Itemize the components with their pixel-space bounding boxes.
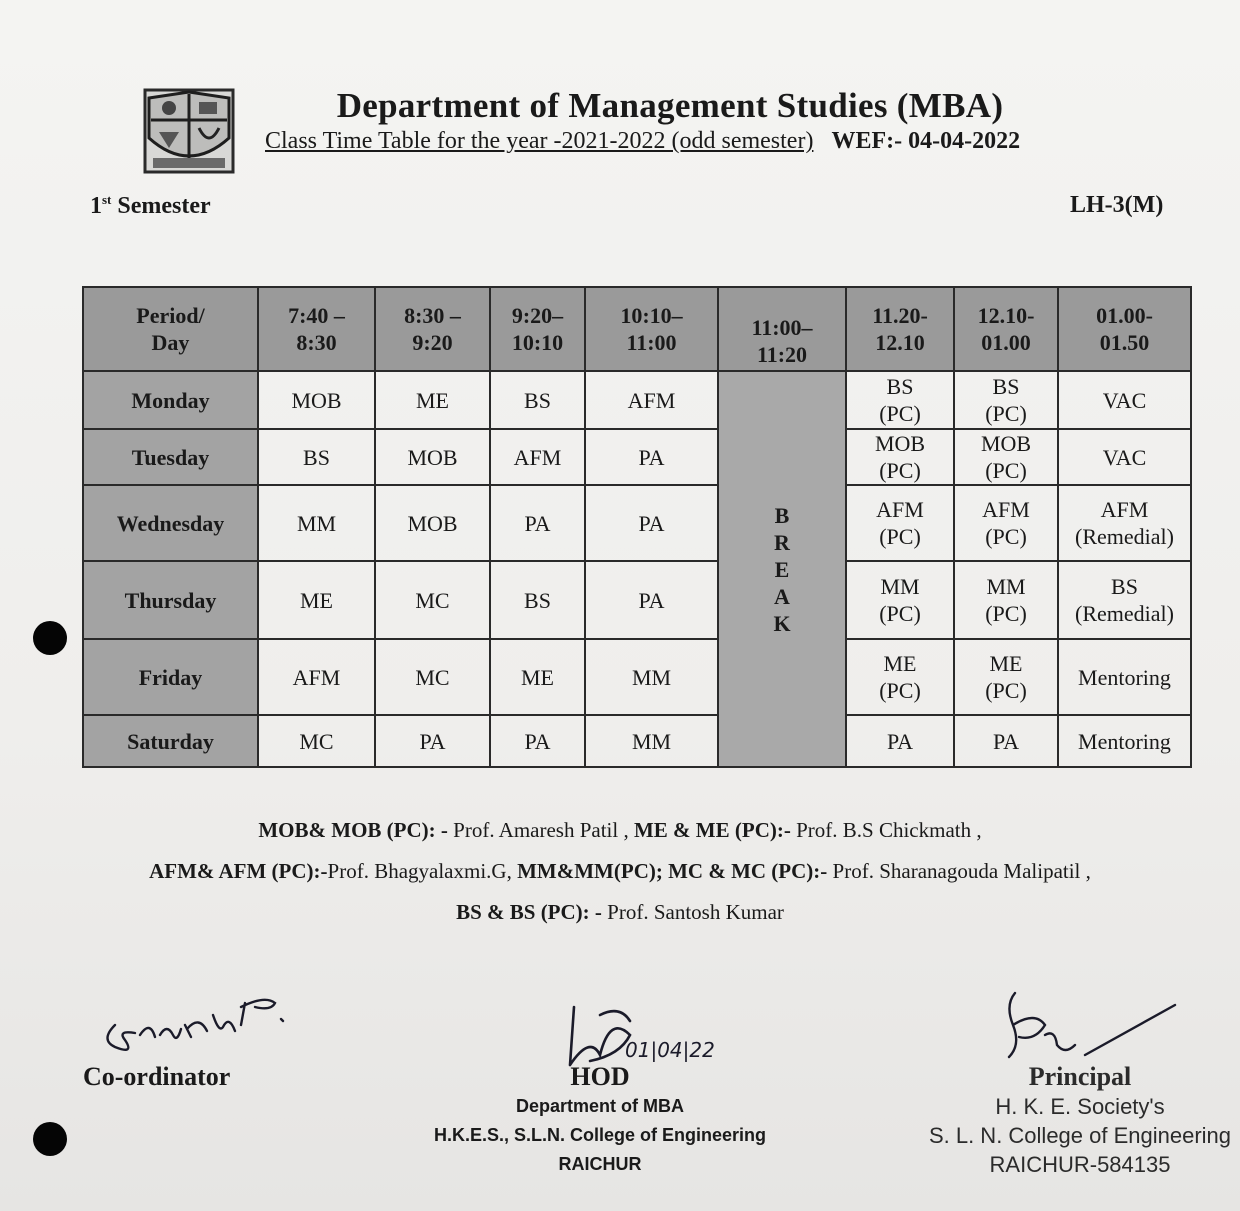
subject-cell: [954, 715, 1058, 767]
subject-cell-line: (PC): [879, 678, 921, 703]
timetable-row: [83, 639, 1191, 715]
period-header: 10:10– 11:00: [585, 287, 718, 371]
subject-cell-line: AFM: [876, 497, 924, 522]
subject-cell-line: AFM: [292, 664, 341, 690]
break-letter: K: [773, 610, 791, 636]
subject-cell-line: MOB: [407, 510, 458, 536]
subject-cell-line: (PC): [985, 458, 1027, 483]
timetable-year-caption: Class Time Table for the year -2021-2022 (odd semester): [265, 128, 814, 154]
subject-cell: [258, 639, 375, 715]
subject-cell-line: (PC): [879, 401, 921, 426]
subject-cell: [954, 639, 1058, 715]
timetable-row: [83, 715, 1191, 767]
break-letter: B: [774, 502, 790, 528]
timetable-row: [83, 371, 1191, 429]
wef-date: WEF:- 04-04-2022: [831, 128, 1021, 154]
subject-cell-line: MM: [880, 574, 920, 599]
subject-cell-line: (PC): [985, 401, 1027, 426]
subject-cell-line: AFM: [513, 444, 562, 470]
subject-cell-line: ME: [521, 664, 554, 690]
subject-cell: [585, 639, 718, 715]
subject-cell-line: PA: [524, 510, 551, 536]
corner-header: Period/ Day: [83, 287, 258, 371]
subject-cell: [1058, 639, 1191, 715]
principal-stamp-line: RAICHUR-584135: [989, 1152, 1171, 1177]
subject-cell: [490, 485, 585, 561]
subject-cell-line: PA: [419, 728, 446, 754]
subject-cell-line: MC: [415, 664, 450, 690]
subject-cell-line: BS: [524, 587, 551, 613]
subject-cell: [375, 639, 490, 715]
subject-cell-line: AFM: [627, 387, 676, 413]
subject-cell-line: VAC: [1102, 444, 1147, 470]
subject-cell: [375, 485, 490, 561]
subject-cell-line: Mentoring: [1078, 728, 1171, 754]
subject-cell-line: (PC): [985, 601, 1027, 626]
period-header: 9:20– 10:10: [490, 287, 585, 371]
subject-cell-line: MOB: [291, 387, 342, 413]
day-cell: Tuesday: [83, 429, 258, 485]
lecture-hall-label: LH-3(M): [1070, 192, 1164, 218]
subject-cell-line: MM: [631, 728, 672, 754]
subject-cell: [954, 429, 1058, 485]
break-letter: E: [774, 556, 790, 582]
subject-cell: [258, 485, 375, 561]
subject-cell-line: MM: [631, 664, 672, 690]
coordinator-label: Co-ordinator: [83, 1062, 231, 1091]
principal-stamp: [922, 1062, 1238, 1179]
timetable-header-row: [83, 287, 1191, 371]
subject-cell-line: PA: [886, 728, 914, 754]
subject-cell-line: Mentoring: [1078, 664, 1171, 690]
subject-cell: [585, 561, 718, 639]
subject-cell-line: VAC: [1102, 387, 1147, 413]
semester-label: 1st Semester: [90, 192, 211, 219]
subject-cell: [1058, 485, 1191, 561]
subject-cell: [846, 561, 954, 639]
subject-cell: [585, 715, 718, 767]
legend-line: BS & BS (PC): - Prof. Santosh Kumar: [456, 900, 784, 924]
legend-line: AFM& AFM (PC):-Prof. Bhagyalaxmi.G, MM&MM(PC); MC & MC (PC):- Prof. Sharanagouda Malipatil ,: [149, 859, 1091, 883]
subject-cell: [375, 715, 490, 767]
subject-cell-line: ME: [989, 651, 1023, 676]
principal-title: Principal: [1028, 1062, 1132, 1091]
break-letter: A: [774, 583, 790, 609]
subject-cell-line: PA: [524, 728, 551, 754]
subject-cell: [258, 561, 375, 639]
subject-cell: [1058, 371, 1191, 429]
hod-stamp-line: RAICHUR: [558, 1154, 642, 1174]
day-cell: Monday: [83, 371, 258, 429]
subject-cell: [585, 485, 718, 561]
subject-cell-line: (PC): [879, 601, 921, 626]
subject-cell-line: BS: [886, 374, 914, 399]
period-header: 7:40 – 8:30: [258, 287, 375, 371]
day-cell: Thursday: [83, 561, 258, 639]
subject-cell-line: ME: [300, 587, 333, 613]
principal-stamp-line: S. L. N. College of Engineering: [928, 1123, 1232, 1148]
college-emblem-logo: [143, 88, 235, 174]
subject-cell-line: PA: [638, 510, 665, 536]
subject-cell: [846, 639, 954, 715]
timetable-row: [83, 561, 1191, 639]
subject-cell: [490, 561, 585, 639]
subject-cell: [258, 715, 375, 767]
subject-cell: [1058, 561, 1191, 639]
subject-cell-line: PA: [992, 728, 1020, 754]
subject-cell-line: (PC): [985, 678, 1027, 703]
subject-cell: [375, 371, 490, 429]
subject-cell-line: (Remedial): [1075, 601, 1174, 626]
punch-hole: [33, 1122, 67, 1156]
period-header: 11.20- 12.10: [846, 287, 954, 371]
subject-cell: [846, 429, 954, 485]
subject-cell-line: BS: [1111, 574, 1138, 599]
hod-stamp-line: Department of MBA: [515, 1096, 684, 1116]
subject-cell-line: MOB: [874, 431, 926, 456]
subject-cell: [954, 371, 1058, 429]
timetable-row: [83, 485, 1191, 561]
subject-cell: [375, 561, 490, 639]
day-cell: Wednesday: [83, 485, 258, 561]
hod-signature-date: 01|04|22: [625, 1038, 715, 1062]
subject-cell-line: AFM: [982, 497, 1030, 522]
break-period-header: 11:00– 11:20: [718, 287, 846, 371]
day-cell: Saturday: [83, 715, 258, 767]
subject-cell-line: PA: [638, 444, 665, 470]
hod-stamp-line: H.K.E.S., S.L.N. College of Engineering: [433, 1125, 767, 1145]
subject-cell: [585, 371, 718, 429]
subject-cell: [258, 429, 375, 485]
principal-stamp-line: H. K. E. Society's: [995, 1094, 1165, 1119]
subject-cell-line: MOB: [407, 444, 458, 470]
subject-cell-line: (PC): [879, 458, 921, 483]
subject-cell-line: PA: [638, 587, 665, 613]
subject-cell-line: BS: [992, 374, 1020, 399]
period-header: 12.10- 01.00: [954, 287, 1058, 371]
subject-cell-line: MOB: [980, 431, 1032, 456]
timetable-row: [83, 429, 1191, 485]
subject-cell: [846, 485, 954, 561]
page-subtitle: [265, 128, 1020, 155]
period-header: 01.00- 01.50: [1058, 287, 1191, 371]
day-cell: Friday: [83, 639, 258, 715]
subject-cell-line: ME: [883, 651, 917, 676]
subject-cell-line: ME: [416, 387, 449, 413]
subject-cell: [258, 371, 375, 429]
subject-cell-line: (Remedial): [1075, 524, 1174, 549]
subject-cell: [490, 639, 585, 715]
subject-cell-line: BS: [524, 387, 551, 413]
subject-cell: [954, 485, 1058, 561]
subject-cell: [1058, 715, 1191, 767]
timetable: [82, 286, 1192, 768]
hod-stamp: [420, 1062, 780, 1179]
break-cell: [718, 371, 846, 767]
faculty-legend: [0, 810, 1240, 933]
coordinator-signature: [95, 985, 295, 1065]
subject-cell-line: MM: [296, 510, 337, 536]
subject-cell: [490, 715, 585, 767]
subject-cell-line: MC: [299, 728, 334, 754]
subject-cell: [846, 715, 954, 767]
subject-cell: [846, 371, 954, 429]
subject-cell: [375, 429, 490, 485]
subject-cell: [490, 371, 585, 429]
subject-cell: [490, 429, 585, 485]
punch-hole: [33, 621, 67, 655]
page-title: Department of Management Studies (MBA): [336, 86, 1004, 125]
subject-cell: [1058, 429, 1191, 485]
hod-title: HOD: [570, 1062, 630, 1091]
subject-cell: [954, 561, 1058, 639]
subject-cell-line: MM: [986, 574, 1026, 599]
period-header: 8:30 – 9:20: [375, 287, 490, 371]
break-letter: R: [774, 529, 790, 555]
legend-line: MOB& MOB (PC): - Prof. Amaresh Patil , ME & ME (PC):- Prof. B.S Chickmath ,: [258, 818, 982, 842]
subject-cell-line: (PC): [985, 524, 1027, 549]
subject-cell-line: AFM: [1100, 497, 1149, 522]
subject-cell-line: MC: [415, 587, 450, 613]
subject-cell-line: (PC): [879, 524, 921, 549]
subject-cell: [585, 429, 718, 485]
subject-cell-line: BS: [303, 444, 330, 470]
